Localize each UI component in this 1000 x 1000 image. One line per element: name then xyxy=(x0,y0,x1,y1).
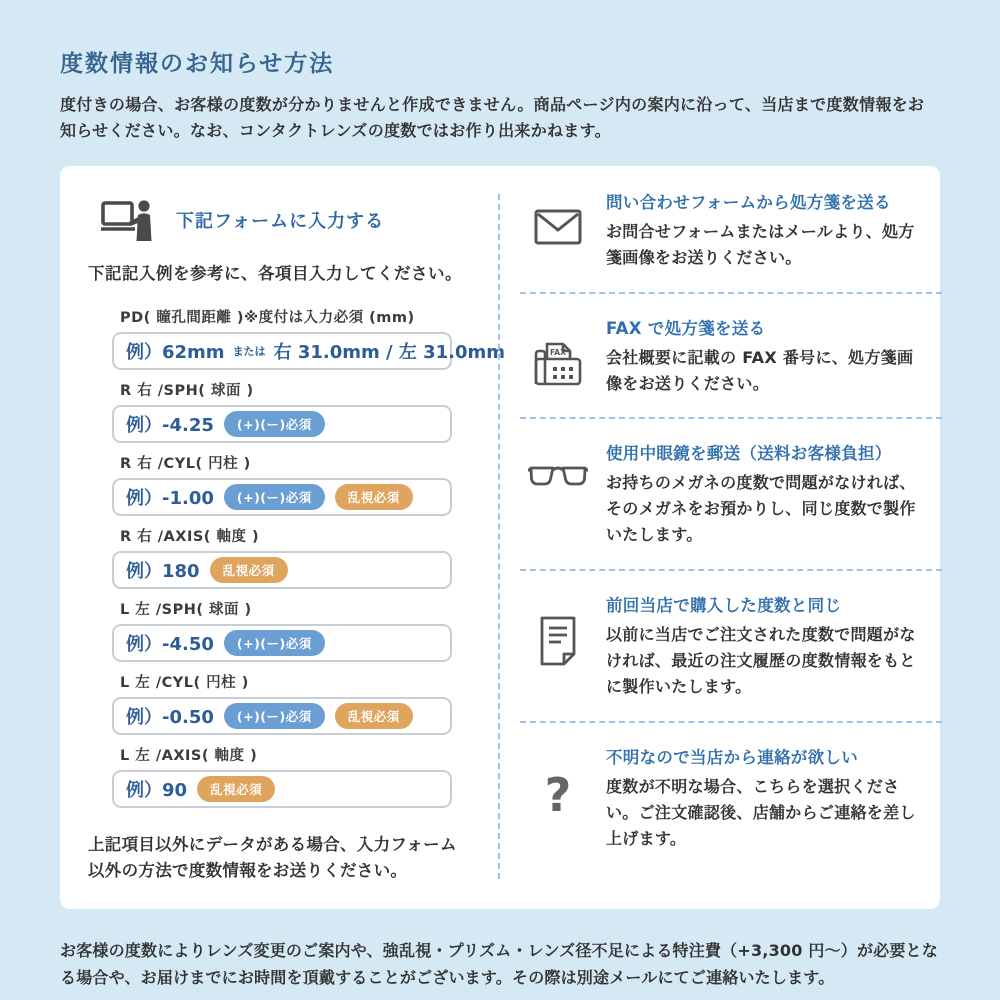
method-title: 前回当店で購入した度数と同じ xyxy=(606,596,842,616)
person-at-computer-icon xyxy=(100,198,156,242)
method-text xyxy=(606,744,918,852)
method-text xyxy=(606,592,918,700)
footer-note: お客様の度数によりレンズ変更のご案内や、強乱視・プリズム・レンズ径不足による特注費（+3,300 円～）が必要となる場合や、お届けまでにお時間を頂戴することがございます。その際は別途メールにてご連絡いたします。 xyxy=(60,940,938,987)
pd-example-suffix: 右 31.0mm / 左 31.0mm xyxy=(273,341,506,363)
method-body: 度数が不明な場合、こちらを選択ください。ご注文確認後、店舗からご連絡を差し上げます。 xyxy=(606,776,916,848)
method-text xyxy=(606,189,918,271)
method-title: FAX で処方箋を送る xyxy=(606,318,766,338)
astigmatism-required-badge: 乱視必須 xyxy=(335,484,413,510)
page-title: 度数情報のお知らせ方法 xyxy=(60,51,335,77)
example-box xyxy=(112,697,452,735)
form-note: 上記項目以外にデータがある場合、入力フォーム以外の方法で度数情報をお送りください。 xyxy=(88,834,457,881)
method-unknown-contact xyxy=(520,723,942,873)
field-l-axis xyxy=(112,744,498,808)
field-label: R 右 /AXIS( 軸度 ) xyxy=(120,528,260,545)
document-icon xyxy=(526,592,590,700)
method-contact-form xyxy=(520,168,942,294)
sign-required-badge: (+)(ー)必須 xyxy=(224,703,325,729)
sign-required-badge: (+)(ー)必須 xyxy=(224,484,325,510)
svg-text:FAX: FAX xyxy=(550,347,566,357)
form-column xyxy=(60,166,506,909)
intro-text: 度付きの場合、お客様の度数が分かりませんと作成できません。商品ページ内の案内に沿って、当店まで度数情報をお知らせください。なお、コンタクトレンズの度数ではお作り出来かねます。 xyxy=(60,95,925,140)
sign-required-badge: (+)(ー)必須 xyxy=(224,411,325,437)
content-card xyxy=(60,166,940,909)
method-title: 使用中眼鏡を郵送（送料お客様負担） xyxy=(606,444,892,464)
astigmatism-required-badge: 乱視必須 xyxy=(197,776,275,802)
field-r-sph xyxy=(112,379,498,443)
example-value: 例）-1.00 xyxy=(126,487,214,509)
pd-example-prefix: 例）62mm xyxy=(126,341,225,363)
field-label: L 左 /AXIS( 軸度 ) xyxy=(120,747,258,764)
method-text xyxy=(606,440,918,548)
field-l-sph xyxy=(112,598,498,662)
example-value: 例）-4.50 xyxy=(126,633,214,655)
method-text xyxy=(606,315,918,397)
example-value: 例）180 xyxy=(126,560,200,582)
form-fields xyxy=(112,306,506,808)
method-mail-glasses xyxy=(520,419,942,571)
form-instruction: 下記記入例を参考に、各項目入力してください。 xyxy=(88,263,462,283)
field-r-cyl xyxy=(112,452,498,516)
field-label: PD( 瞳孔間距離 )※度付は入力必須 (mm) xyxy=(120,309,415,326)
example-box xyxy=(112,478,452,516)
pd-example-box xyxy=(112,332,506,370)
glasses-icon xyxy=(526,440,590,548)
method-previous-order xyxy=(520,571,942,723)
form-header xyxy=(100,198,498,242)
envelope-icon xyxy=(526,189,590,271)
astigmatism-required-badge: 乱視必須 xyxy=(210,557,288,583)
example-box xyxy=(112,405,452,443)
field-l-cyl xyxy=(112,671,498,735)
example-value: 例）90 xyxy=(126,779,188,801)
astigmatism-required-badge: 乱視必須 xyxy=(335,703,413,729)
question-icon xyxy=(526,744,590,852)
example-box xyxy=(112,624,452,662)
field-label: R 右 /SPH( 球面 ) xyxy=(120,382,254,399)
sign-required-badge: (+)(ー)必須 xyxy=(224,630,325,656)
field-label: L 左 /SPH( 球面 ) xyxy=(120,601,252,618)
example-value: 例）-4.25 xyxy=(126,414,214,436)
fax-icon xyxy=(526,315,590,397)
methods-column xyxy=(500,166,940,909)
form-title: 下記フォームに入力する xyxy=(176,210,385,232)
example-box xyxy=(112,551,452,589)
example-box xyxy=(112,770,452,808)
method-body: お持ちのメガネの度数で問題がなければ、そのメガネをお預かりし、同じ度数で製作いたします。 xyxy=(606,473,916,545)
field-label: R 右 /CYL( 円柱 ) xyxy=(120,455,251,472)
example-value: 例）-0.50 xyxy=(126,706,214,728)
method-title: 不明なので当店から連絡が欲しい xyxy=(606,747,858,767)
method-fax xyxy=(520,294,942,420)
field-label: L 左 /CYL( 円柱 ) xyxy=(120,674,249,691)
method-body: 会社概要に記載の FAX 番号に、処方箋画像をお送りください。 xyxy=(606,347,914,393)
field-r-axis xyxy=(112,525,498,589)
pd-example-middle: または xyxy=(232,344,266,358)
field-pd xyxy=(112,306,506,370)
method-title: 問い合わせフォームから処方箋を送る xyxy=(606,192,891,212)
method-body: お問合せフォームまたはメールより、処方箋画像をお送りください。 xyxy=(606,221,915,267)
question-glyph: ? xyxy=(544,767,572,822)
method-body: 以前に当店でご注文された度数で問題がなければ、最近の注文履歴の度数情報をもとに製作いたします。 xyxy=(606,625,916,696)
